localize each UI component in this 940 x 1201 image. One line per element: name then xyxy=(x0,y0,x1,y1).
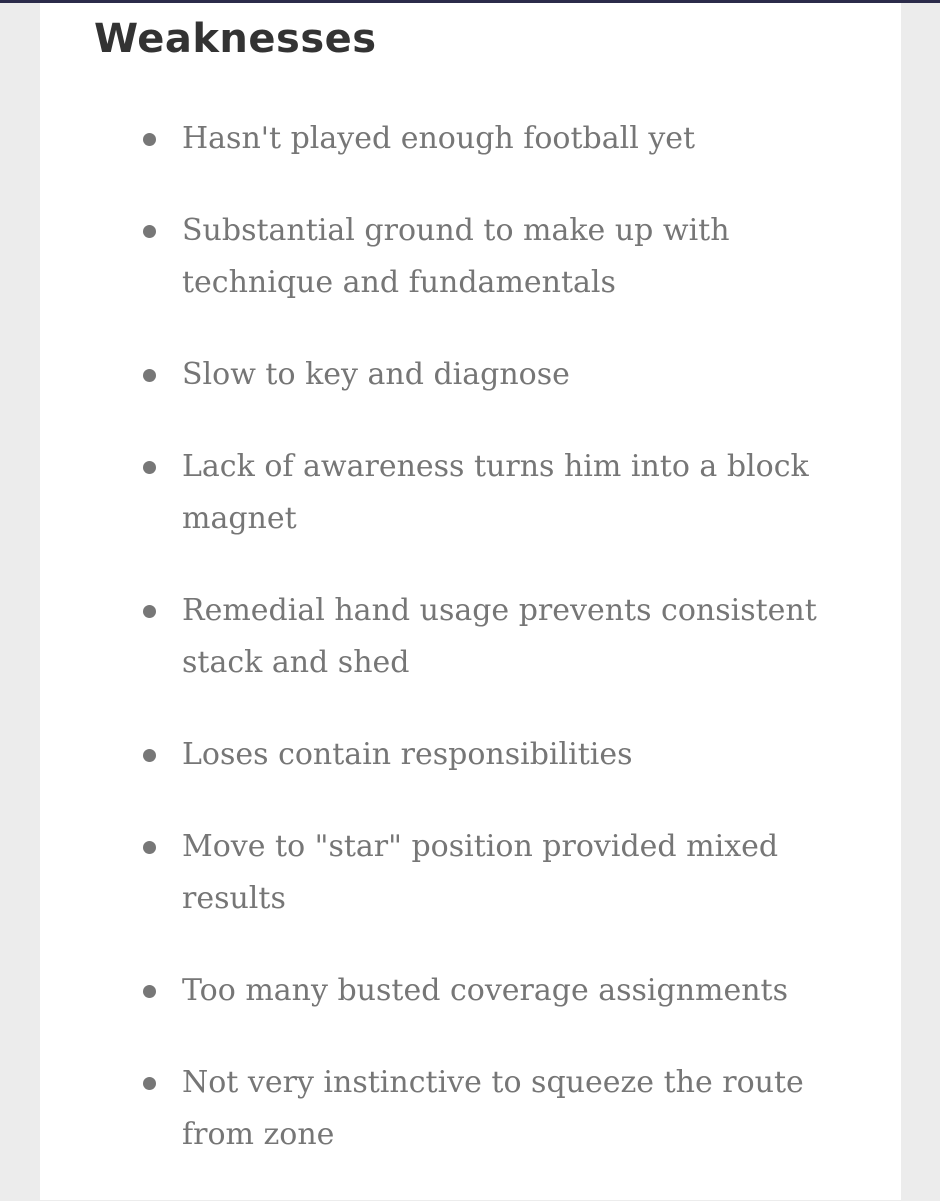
bullet-icon xyxy=(143,985,156,998)
list-item xyxy=(40,585,862,689)
bullet-icon xyxy=(143,1077,156,1090)
list-item-text: Substantial ground to make up with technique and fundamentals xyxy=(182,213,730,300)
list-item xyxy=(40,965,862,1017)
list-item xyxy=(40,729,862,781)
list-item xyxy=(40,113,862,165)
list-item xyxy=(40,349,862,401)
bullet-icon xyxy=(143,841,156,854)
list-item-text: Slow to key and diagnose xyxy=(182,357,570,392)
list-item xyxy=(40,821,862,925)
bullet-icon xyxy=(143,461,156,474)
list-item-text: Move to "star" position provided mixed results xyxy=(182,829,779,916)
bullet-icon xyxy=(143,369,156,382)
list-item xyxy=(40,205,862,309)
list-item-text: Hasn't played enough football yet xyxy=(182,121,696,156)
list-item-text: Too many busted coverage assignments xyxy=(182,973,789,1008)
bullet-icon xyxy=(143,133,156,146)
list-item-text: Lack of awareness turns him into a block magnet xyxy=(182,449,809,536)
list-item-text: Remedial hand usage prevents consistent stack and shed xyxy=(182,593,817,680)
bullet-icon xyxy=(143,605,156,618)
bullet-icon xyxy=(143,749,156,762)
article-content xyxy=(40,3,901,1200)
list-item-text: Loses contain responsibilities xyxy=(182,737,633,772)
section-heading: Weaknesses xyxy=(94,16,377,62)
list-item xyxy=(40,1057,862,1161)
list-item xyxy=(40,441,862,545)
bullet-icon xyxy=(143,225,156,238)
list-item-text: Not very instinctive to squeeze the route from zone xyxy=(182,1065,804,1152)
weaknesses-list xyxy=(40,113,862,1201)
